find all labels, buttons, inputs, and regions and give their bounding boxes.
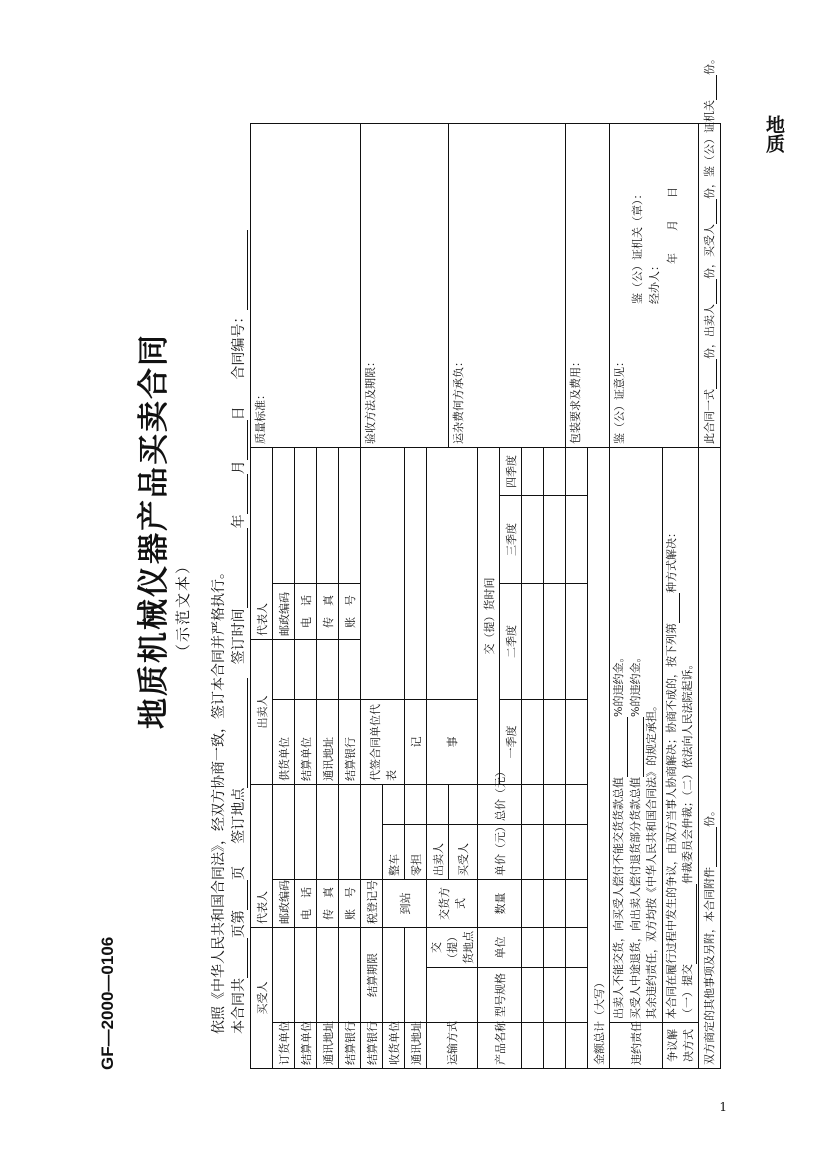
seller-address-label: 通讯地址	[317, 699, 339, 784]
supply-unit-value[interactable]	[273, 639, 295, 699]
dispute-line-2: （一）提交	[681, 964, 694, 1019]
car-part-value[interactable]	[405, 784, 427, 824]
category-label: 地质	[763, 115, 784, 153]
mode-buyer-label: 买受人	[449, 824, 478, 879]
tax-no-value[interactable]	[361, 784, 383, 879]
buyer-rep: 代表人	[251, 784, 273, 927]
liability-line-1: 出卖人不能交货，向买受人偿付不能交货货款总值	[612, 777, 625, 1019]
buyer-bank-label: 结算银行	[339, 1023, 361, 1069]
copies-statement	[698, 52, 720, 447]
q1-header: 一季度	[500, 699, 522, 784]
ji-label: 记	[405, 699, 427, 784]
inspection-method: 验收方法及期限：	[361, 123, 449, 447]
product-name-header: 产品名称	[478, 1023, 522, 1069]
total-amount-label: 金额总计（大写）	[588, 447, 610, 1068]
liability-line-2b: %的违约金。	[628, 651, 642, 717]
liability-line-2: 买受人中途退货，向出卖人偿付退货部分货款总值	[628, 777, 642, 1019]
liability-line-3: 其余违约责任，双方均按《中华人民共和国合同法》的规定承担。	[645, 700, 658, 1019]
buyer-phone-value[interactable]	[295, 784, 317, 879]
total-header: 总价（元）	[478, 784, 522, 824]
seller-address-value[interactable]	[317, 639, 339, 699]
buyer-section: 买受人	[251, 927, 273, 1068]
year-label: 年	[231, 514, 247, 529]
seller-fax-label: 传 真	[317, 583, 339, 639]
settle-bank-label: 结算银行	[361, 1023, 383, 1069]
seller-account-value[interactable]	[339, 447, 361, 583]
other-matters-text: 双方商定的其他事项及另附，本合同附件	[703, 867, 716, 1065]
unit-header: 单位	[478, 927, 522, 967]
contract-form-table	[250, 52, 721, 1069]
attachment-copies-text: 份。	[703, 805, 716, 827]
document-subtitle: （示范文本）	[174, 556, 192, 659]
buyer-account-value[interactable]	[339, 784, 361, 879]
liability-line-1b: %的违约金。	[612, 651, 625, 717]
packing-requirement: 包装要求及费用：	[566, 123, 610, 447]
buyer-settle-unit-label: 结算单位	[295, 1023, 317, 1069]
seller-postcode-value[interactable]	[273, 447, 295, 583]
copies-buyer: 份，买受人	[703, 223, 716, 279]
seller-bank-value[interactable]	[339, 639, 361, 699]
freight-bearer: 运杂费何方承负：	[449, 123, 566, 447]
buyer-postcode-label: 邮政编码	[273, 879, 295, 927]
transport-value[interactable]	[427, 968, 478, 1023]
seller-section: 出卖人	[251, 639, 273, 784]
buyer-address-value[interactable]	[317, 927, 339, 1022]
ship-address-value[interactable]	[405, 927, 427, 1022]
buyer-bank-value[interactable]	[339, 927, 361, 1022]
order-unit-label: 订货单位	[273, 1023, 295, 1069]
intro-text: 依照《中华人民共和国合同法》，经双方协商一致，签订本合同并严格执行。	[211, 565, 227, 1034]
receive-unit-value[interactable]	[383, 927, 405, 1022]
dispute-text	[662, 447, 698, 1022]
car-whole-value[interactable]	[383, 784, 405, 824]
contract-no-label: 合同编号：	[231, 309, 247, 380]
seller-postcode-label: 邮政编码	[273, 583, 295, 639]
receive-unit-label: 收货单位	[383, 1023, 405, 1069]
page-number: 1	[719, 1100, 727, 1114]
product-row[interactable]	[566, 123, 588, 1068]
qty-header: 数量	[478, 879, 522, 927]
day-label: 日	[231, 406, 247, 421]
seller-bank-label: 结算银行	[339, 699, 361, 784]
sign-time-label: 签订时间	[231, 608, 247, 665]
page-suffix-label: 页	[231, 866, 247, 880]
dispute-label: 争议解决方式	[662, 1023, 698, 1069]
notary-opinion-label: 鉴（公）证意见：	[613, 355, 626, 444]
handler-label: 经办人：	[648, 259, 662, 304]
seller-settle-unit-label: 结算单位	[295, 699, 317, 784]
dispute-line-1: 本合同在履行过程中发生的争议，由双方当事人协商解决；协商不成的，按下列第	[664, 623, 678, 1019]
buyer-account-label: 账 号	[339, 879, 361, 927]
buyer-address-label: 通讯地址	[317, 1023, 339, 1069]
liability-text	[610, 447, 663, 1022]
notary-date: 年 月 日	[665, 186, 679, 264]
q2-header: 二季度	[500, 583, 522, 699]
notary-box	[610, 123, 699, 447]
delivery-mode-label: 交货方式	[427, 879, 478, 927]
order-unit-value[interactable]	[273, 927, 295, 1022]
buyer-phone-label: 电 话	[295, 879, 317, 927]
car-whole-label: 整车	[383, 824, 405, 879]
transport-label: 运输方式	[427, 1023, 478, 1069]
seller-account-label: 账 号	[339, 583, 361, 639]
total-pages-label: 本合同共	[231, 978, 247, 1034]
buyer-settle-unit-value[interactable]	[295, 927, 317, 1022]
copies-notary: 份，鉴（公）证机关	[703, 99, 716, 199]
arrival-label: 到站	[383, 879, 427, 927]
mode-seller-value[interactable]	[427, 784, 449, 824]
mode-buyer-value[interactable]	[449, 784, 478, 824]
other-matters	[698, 447, 720, 1068]
seller-rep: 代表人	[251, 447, 273, 639]
memo-cell	[405, 447, 427, 699]
car-part-label: 零担	[405, 824, 427, 879]
delivery-place-label: 交（提）货地点	[427, 927, 478, 967]
memo-value[interactable]	[427, 447, 478, 699]
settle-period-label: 结算期限	[361, 927, 383, 1022]
ship-address-label: 通讯地址	[405, 1023, 427, 1069]
model-header: 型号规格	[478, 968, 522, 1023]
copies-end: 份。	[703, 52, 716, 75]
seller-settle-unit-value[interactable]	[295, 639, 317, 699]
mode-seller-label: 出卖人	[427, 824, 449, 879]
dispute-line-1b: 种方式解决：	[664, 527, 678, 593]
notary-org-label: 鉴（公）证机关（章）：	[630, 188, 644, 304]
price-header: 单价（元）	[478, 824, 522, 879]
q4-header: 四季度	[500, 447, 522, 495]
buyer-postcode-value[interactable]	[273, 784, 295, 879]
buyer-fax-value[interactable]	[317, 784, 339, 879]
seller-phone-value[interactable]	[295, 447, 317, 583]
liability-label: 违约责任	[610, 1023, 663, 1069]
header-line	[228, 230, 248, 1034]
agent-value[interactable]	[361, 447, 405, 699]
supply-unit-label: 供货单位	[273, 699, 295, 784]
seller-phone-label: 电 话	[295, 583, 317, 639]
copies-original: 此合同一式	[703, 388, 716, 444]
copies-seller: 份，出卖人	[703, 303, 716, 359]
q3-header: 三季度	[500, 495, 522, 583]
delivery-time-header: 交（提）货时间	[478, 447, 500, 784]
dispute-line-2b: 仲裁委员会仲裁；（二）依法向人民法院起诉。	[681, 658, 694, 884]
agent-label: 代签合同单位代表	[361, 699, 405, 784]
document-title: 地质机械仪器产品买卖合同	[136, 333, 172, 729]
shi-label: 事	[427, 699, 478, 784]
page-mid-label: 页第	[231, 910, 247, 938]
tax-no-label: 税登记号	[361, 879, 383, 927]
seller-fax-value[interactable]	[317, 447, 339, 583]
sign-place-label: 签订地点	[231, 787, 247, 844]
buyer-fax-label: 传 真	[317, 879, 339, 927]
month-label: 月	[231, 460, 247, 475]
document-code: GF—2000—0106	[98, 936, 117, 1070]
quality-standard: 质量标准：	[251, 123, 361, 447]
